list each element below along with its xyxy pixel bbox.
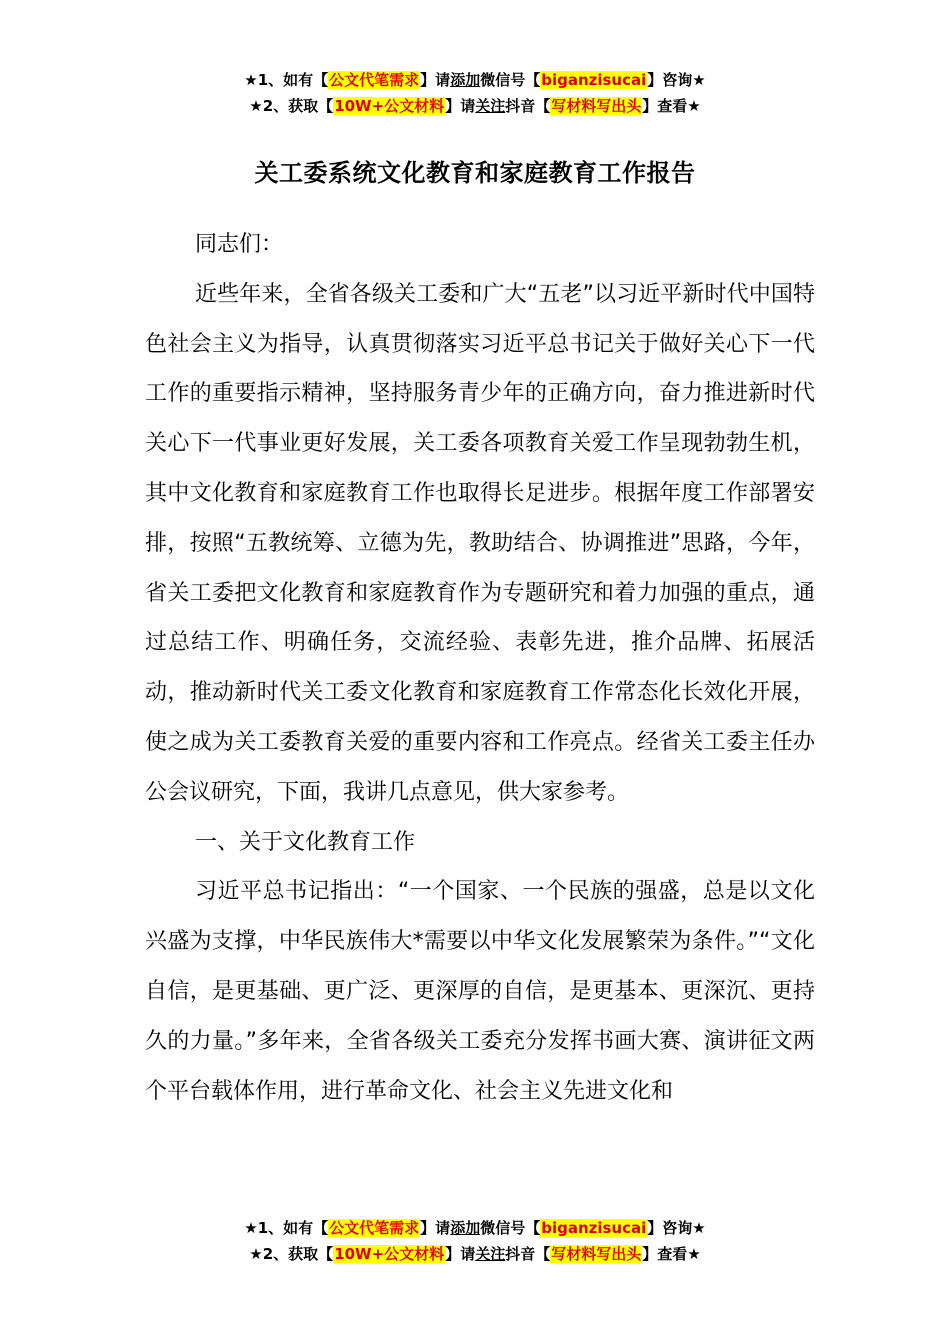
promo-text: 微信号【 [480,71,541,89]
promo-text: 】咨询★ [647,71,706,89]
promo-highlight-douyin: 写材料写出头 [551,97,642,115]
promo-text: 】查看★ [642,1245,701,1263]
promo-text: 】请 [420,71,451,89]
paragraph-intro: 近些年来，全省各级关工委和广大“五老”以习近平新时代中国特色社会主义为指导，认真贯彻落实习近平总书记关于做好关心下一代工作的重要指示精神，坚持服务青少年的正确方向，奋力推进新时代关心下一代事业更好发展，关工委各项教育关爱工作呈现勃勃生机，其中文化教育和家庭教育工作也取得长足进步。根据年度工作部署安排，按照“五教统筹、立德为先，教助结合、协调推进”思路，今年，省关工委把文化教育和家庭教育作为专题研究和着力加强的重点，通过总结工作、明确任务，交流经验、表彰先进，推介品牌、拓展活动，推动新时代关工委文化教育和家庭教育工作常态化长效化开展，使之成为关工委教育关爱的重要内容和工作亮点。经省关工委主任办公会议研究，下面，我讲几点意见，供大家参考。 [145,281,815,805]
promo-text: 抖音【 [505,1245,551,1263]
promo-underlined-follow: 关注 [475,1245,506,1263]
salutation: 同志们： [195,232,284,257]
promo-text: 】咨询★ [647,1219,706,1237]
promo-highlight-service: 公文代笔需求 [329,1219,420,1237]
promo-text: 微信号【 [480,1219,541,1237]
promo-text: 】请 [445,1245,476,1263]
promo-highlight-wechat-id: biganzisucai [541,71,647,89]
promo-text: ★2、获取【 [249,97,334,115]
promo-text: 】请 [420,1219,451,1237]
promo-text: 】请 [445,97,476,115]
promo-text: 】查看★ [642,97,701,115]
document-title: 关工委系统文化教育和家庭教育工作报告 [254,159,696,187]
header-promo-banner [0,67,950,119]
promo-highlight-materials: 10W+公文材料 [334,97,445,115]
promo-line-1 [0,1215,950,1241]
document-body [145,220,815,1116]
promo-underlined-follow: 关注 [475,97,506,115]
promo-text: 抖音【 [505,97,551,115]
promo-text: ★2、获取【 [249,1245,334,1263]
footer-promo-banner [0,1215,950,1267]
promo-line-2 [0,93,950,119]
promo-highlight-wechat-id: biganzisucai [541,1219,647,1237]
promo-text: ★1、如有【 [244,1219,329,1237]
promo-highlight-douyin: 写材料写出头 [551,1245,642,1263]
section-heading: 一、关于文化教育工作 [195,829,416,855]
paragraph-culture: 习近平总书记指出：“一个国家、一个民族的强盛，总是以文化兴盛为支撑，中华民族伟大*需要以中华文化发展繁荣为条件。”“文化自信，是更基础、更广泛、更深厚的自信，是更基本、更深沉、更持久的力量。”多年来，全省各级关工委充分发挥书画大赛、演讲征文两个平台载体作用，进行革命文化、社会主义先进文化和 [145,879,815,1104]
promo-text: ★1、如有【 [244,71,329,89]
promo-line-2 [0,1241,950,1267]
promo-highlight-service: 公文代笔需求 [329,71,420,89]
promo-highlight-materials: 10W+公文材料 [334,1245,445,1263]
promo-line-1 [0,67,950,93]
promo-underlined-add: 添加 [450,1219,481,1237]
promo-underlined-add: 添加 [450,71,481,89]
